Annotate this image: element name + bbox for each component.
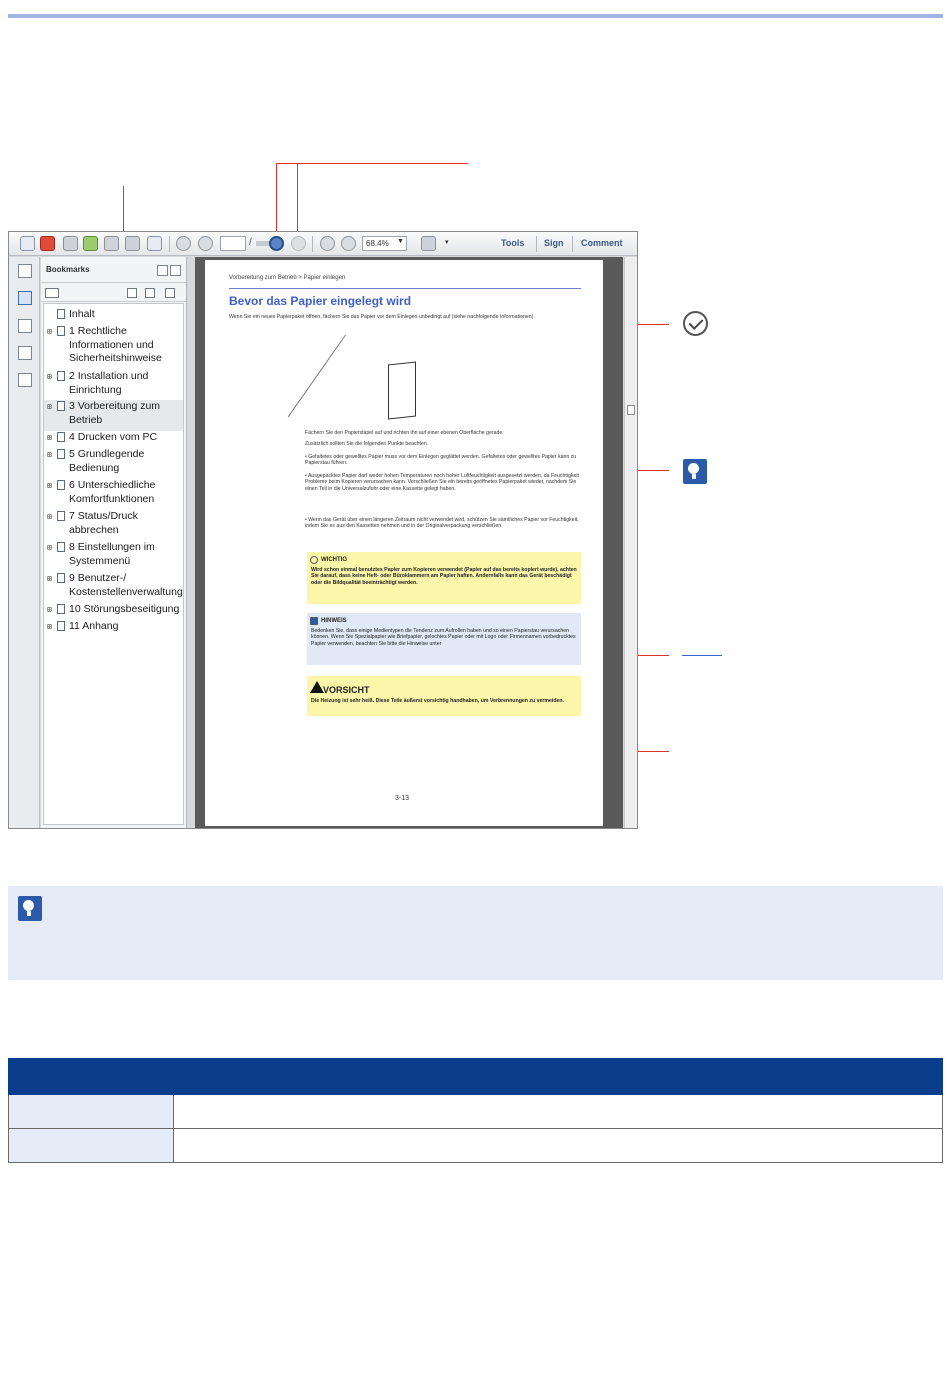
bookmark-doc-icon — [57, 371, 65, 381]
note-icon — [683, 459, 707, 484]
expand-icon[interactable]: ⊞ — [47, 402, 52, 411]
create-pdf-icon[interactable] — [40, 236, 55, 251]
bookmark-item[interactable] — [44, 620, 183, 636]
print-icon[interactable] — [125, 236, 140, 251]
more-tools-icon[interactable]: ▾ — [445, 239, 449, 246]
next-view-icon[interactable] — [291, 236, 306, 251]
table-cell — [174, 1129, 943, 1163]
expand-icon[interactable]: ⊞ — [47, 512, 52, 521]
expand-icon[interactable]: ⊞ — [47, 543, 52, 552]
bookmark-doc-icon — [57, 480, 65, 490]
bookmark-doc-icon — [57, 309, 65, 319]
page-total — [256, 241, 270, 246]
signatures-icon[interactable] — [18, 373, 32, 387]
page-up-icon[interactable] — [176, 236, 191, 251]
page-breadcrumb: Vorbereitung zum Betrieb > Papier einlegen — [229, 275, 346, 281]
intro-text: Wenn Sie ein neues Papierpaket öffnen, fächern Sie das Papier vor dem Einlegen unbedingt auf (siehe nachfolgende Informationen). — [229, 314, 535, 320]
expand-icon[interactable]: ⊞ — [47, 450, 52, 459]
caution-box — [307, 676, 581, 716]
previous-view-icon[interactable] — [269, 236, 284, 251]
bookmark-item[interactable] — [44, 308, 183, 323]
new-bookmark-icon[interactable] — [145, 288, 155, 298]
bookmark-label: 2 Installation und Einrichtung — [69, 370, 149, 396]
bookmark-label: 9 Benutzer-/ Kostenstellenverwaltung — [69, 572, 183, 598]
options-menu-icon[interactable] — [45, 288, 59, 298]
table-header-cell — [174, 1059, 943, 1095]
bookmark-label: 5 Grundlegende Bedienung — [69, 448, 145, 474]
delete-bookmark-icon[interactable] — [127, 288, 137, 298]
caution-text: Die Heizung ist sehr heiß. Diese Teile äußerst vorsichtig handhaben, um Verbrennungen zu vermeiden. — [311, 698, 564, 704]
check-icon — [310, 556, 318, 564]
table-cell — [9, 1129, 174, 1163]
cloud-upload-icon[interactable] — [83, 236, 98, 251]
bookmark-label: 10 Störungsbeseitigung — [69, 603, 180, 615]
note-small-icon — [310, 617, 318, 625]
bookmark-doc-icon — [57, 573, 65, 583]
bookmark-doc-icon — [57, 604, 65, 614]
table-row — [9, 1095, 943, 1129]
bookmark-doc-icon — [57, 511, 65, 521]
bookmark-item[interactable] — [44, 603, 183, 619]
link-underline — [682, 655, 722, 656]
zoom-in-icon[interactable] — [341, 236, 356, 251]
table-row — [9, 1129, 943, 1163]
important-heading: WICHTIG — [321, 557, 347, 563]
tools-tab[interactable]: Tools — [501, 238, 525, 248]
attachments-icon[interactable] — [18, 319, 32, 333]
note-box — [307, 613, 581, 665]
bookmark-label: 11 Anhang — [69, 620, 119, 632]
bookmark-label: 8 Einstellungen im Systemmenü — [69, 541, 155, 567]
warning-icon — [310, 681, 324, 693]
fit-page-icon[interactable] — [421, 236, 436, 251]
save-icon[interactable] — [104, 236, 119, 251]
bookmark-doc-icon — [57, 542, 65, 552]
page-number: 3-13 — [395, 795, 410, 802]
bookmark-label: 7 Status/Druck abbrechen — [69, 510, 138, 536]
zoom-level-input[interactable]: 68.4% — [362, 236, 407, 251]
important-box — [307, 552, 581, 604]
bookmark-item[interactable] — [44, 370, 183, 400]
bookmarks-toolbar — [41, 282, 186, 302]
note-icon — [18, 896, 42, 921]
expand-icon[interactable]: ⊞ — [47, 372, 52, 381]
para-points: Zusätzlich sollten Sie die folgenden Punkte beachten. — [305, 441, 429, 447]
panel-controls — [157, 263, 183, 274]
toolbar-separator — [572, 236, 573, 252]
bullet-folded: • Gefaltetes oder gewelltes Papier muss vor dem Einlegen geglättet werden. Gefaltetes oder gewelltes Papier kann zu Papierstau führen. — [305, 454, 577, 467]
bookmark-label: Inhalt — [69, 308, 95, 320]
page-number-input[interactable] — [220, 236, 246, 251]
bookmark-doc-icon — [57, 449, 65, 459]
expand-panel-icon[interactable] — [170, 265, 181, 276]
para-fan: Fächern Sie den Papierstapel auf und richten ihn auf einer ebenen Oberfläche gerade. — [305, 430, 504, 436]
bookmark-doc-icon — [57, 326, 65, 336]
bookmark-doc-icon — [57, 401, 65, 411]
bookmark-item-selected[interactable] — [44, 400, 183, 431]
bookmark-label: 6 Unterschiedliche Komfortfunktionen — [69, 479, 156, 505]
sign-tab[interactable]: Sign — [544, 238, 564, 248]
expand-icon[interactable]: ⊞ — [47, 481, 52, 490]
comment-tab[interactable]: Comment — [581, 238, 623, 248]
bookmark-item[interactable] — [44, 325, 183, 367]
bookmark-item[interactable] — [44, 572, 183, 602]
vertical-scrollbar[interactable] — [624, 257, 637, 829]
bookmarks-title: Bookmarks — [46, 265, 90, 274]
expand-icon[interactable]: ⊞ — [47, 574, 52, 583]
note-heading: HINWEIS — [321, 618, 347, 624]
bookmark-item[interactable] — [44, 431, 183, 447]
table-header-cell — [9, 1059, 174, 1095]
page-thumbnails-icon[interactable] — [18, 264, 32, 278]
toolbar-separator — [169, 236, 170, 252]
table-cell — [9, 1095, 174, 1129]
note-bar — [8, 886, 943, 980]
zoom-out-icon[interactable] — [320, 236, 335, 251]
table-cell — [174, 1095, 943, 1129]
bookmark-item[interactable] — [44, 448, 183, 478]
info-table — [8, 1058, 943, 1163]
bookmark-doc-icon — [57, 432, 65, 442]
bullet-humidity: • Ausgepacktes Papier darf weder hohen Temperaturen noch hoher Luftfeuchtigkeit ausgesetzt werden, da Feuchtigkeit Probleme beim Kopieren verursachen kann. Verschließen Sie ein bereits geöffnetes Papierpaket wieder, nachdem Sie einen Teil in die Universalzufuhr oder eine Kassette gelegt haben. — [305, 473, 579, 492]
collapse-panel-icon[interactable] — [157, 265, 168, 276]
navigation-pane-bar — [9, 257, 40, 829]
document-page — [205, 260, 603, 826]
bullet-storage: • Wenn das Gerät über einen längeren Zeitraum nicht verwendet wird, schützen Sie sämtliches Papier vor Feuchtigkeit, indem Sie es aus den Kassetten nehmen und in der Originalverpackung verschließen. — [305, 517, 579, 530]
bookmarks-tree — [43, 303, 184, 825]
expand-icon[interactable]: ⊞ — [47, 622, 52, 631]
important-check-icon — [683, 311, 708, 336]
panel-splitter[interactable] — [186, 257, 194, 829]
expand-icon[interactable]: ⊞ — [47, 327, 52, 336]
page-rule — [229, 288, 581, 289]
expand-bookmark-icon[interactable] — [165, 288, 175, 298]
callout-nav-top-line — [276, 163, 468, 164]
reader-toolbar — [9, 232, 637, 256]
bookmark-item[interactable] — [44, 479, 183, 509]
bookmark-label: 1 Rechtliche Informationen und Sicherheitshinweise — [69, 325, 162, 364]
open-file-icon[interactable] — [20, 236, 35, 251]
top-rule — [8, 14, 943, 18]
layers-icon[interactable] — [18, 346, 32, 360]
table-header-row — [9, 1059, 943, 1095]
bookmarks-icon[interactable] — [18, 291, 32, 305]
fan-paper-illustration — [305, 335, 455, 435]
scrollbar-thumb[interactable] — [627, 405, 635, 415]
pdf-reader-window — [8, 231, 638, 829]
bookmark-label: 4 Drucken vom PC — [69, 431, 158, 443]
bookmark-doc-icon — [57, 621, 65, 631]
bookmark-item[interactable] — [44, 510, 183, 540]
zoom-dropdown-icon[interactable]: ▼ — [397, 238, 404, 245]
bookmarks-panel — [41, 257, 186, 829]
important-text: Wird schon einmal benutztes Papier zum Kopieren verwendet (Papier auf das bereits kopiert wurde), achten Sie darauf, dass keine Heft- oder Büroklammern am Papier haften. Andernfalls kann das Gerät beschädigt oder die Bildqualität beeinträchtigt werden. — [311, 567, 577, 586]
toolbar-separator — [536, 236, 537, 252]
page-heading: Bevor das Papier eingelegt wird — [229, 294, 412, 308]
bookmark-label: 3 Vorbereitung zum Betrieb — [69, 400, 161, 426]
caution-heading: VORSICHT — [323, 685, 370, 695]
toolbar-separator — [312, 236, 313, 252]
note-text: Bedenken Sie, dass einige Medientypen die Tendenz zum Aufrollen haben und so einen Papierstau verursachen können. Wenn Sie Spezialpapier wie Briefpapier, gelochtes Papier oder mit Logo oder Firmennamen vorbedrucktes Papier verwenden, beachten Sie bitte die Hinweise unter — [311, 628, 576, 647]
edit-icon[interactable] — [63, 236, 78, 251]
email-icon[interactable] — [147, 236, 162, 251]
page-down-icon[interactable] — [198, 236, 213, 251]
page-separator: / — [249, 237, 252, 248]
expand-icon[interactable]: ⊞ — [47, 605, 52, 614]
expand-icon[interactable]: ⊞ — [47, 433, 52, 442]
bookmark-item[interactable] — [44, 541, 183, 571]
